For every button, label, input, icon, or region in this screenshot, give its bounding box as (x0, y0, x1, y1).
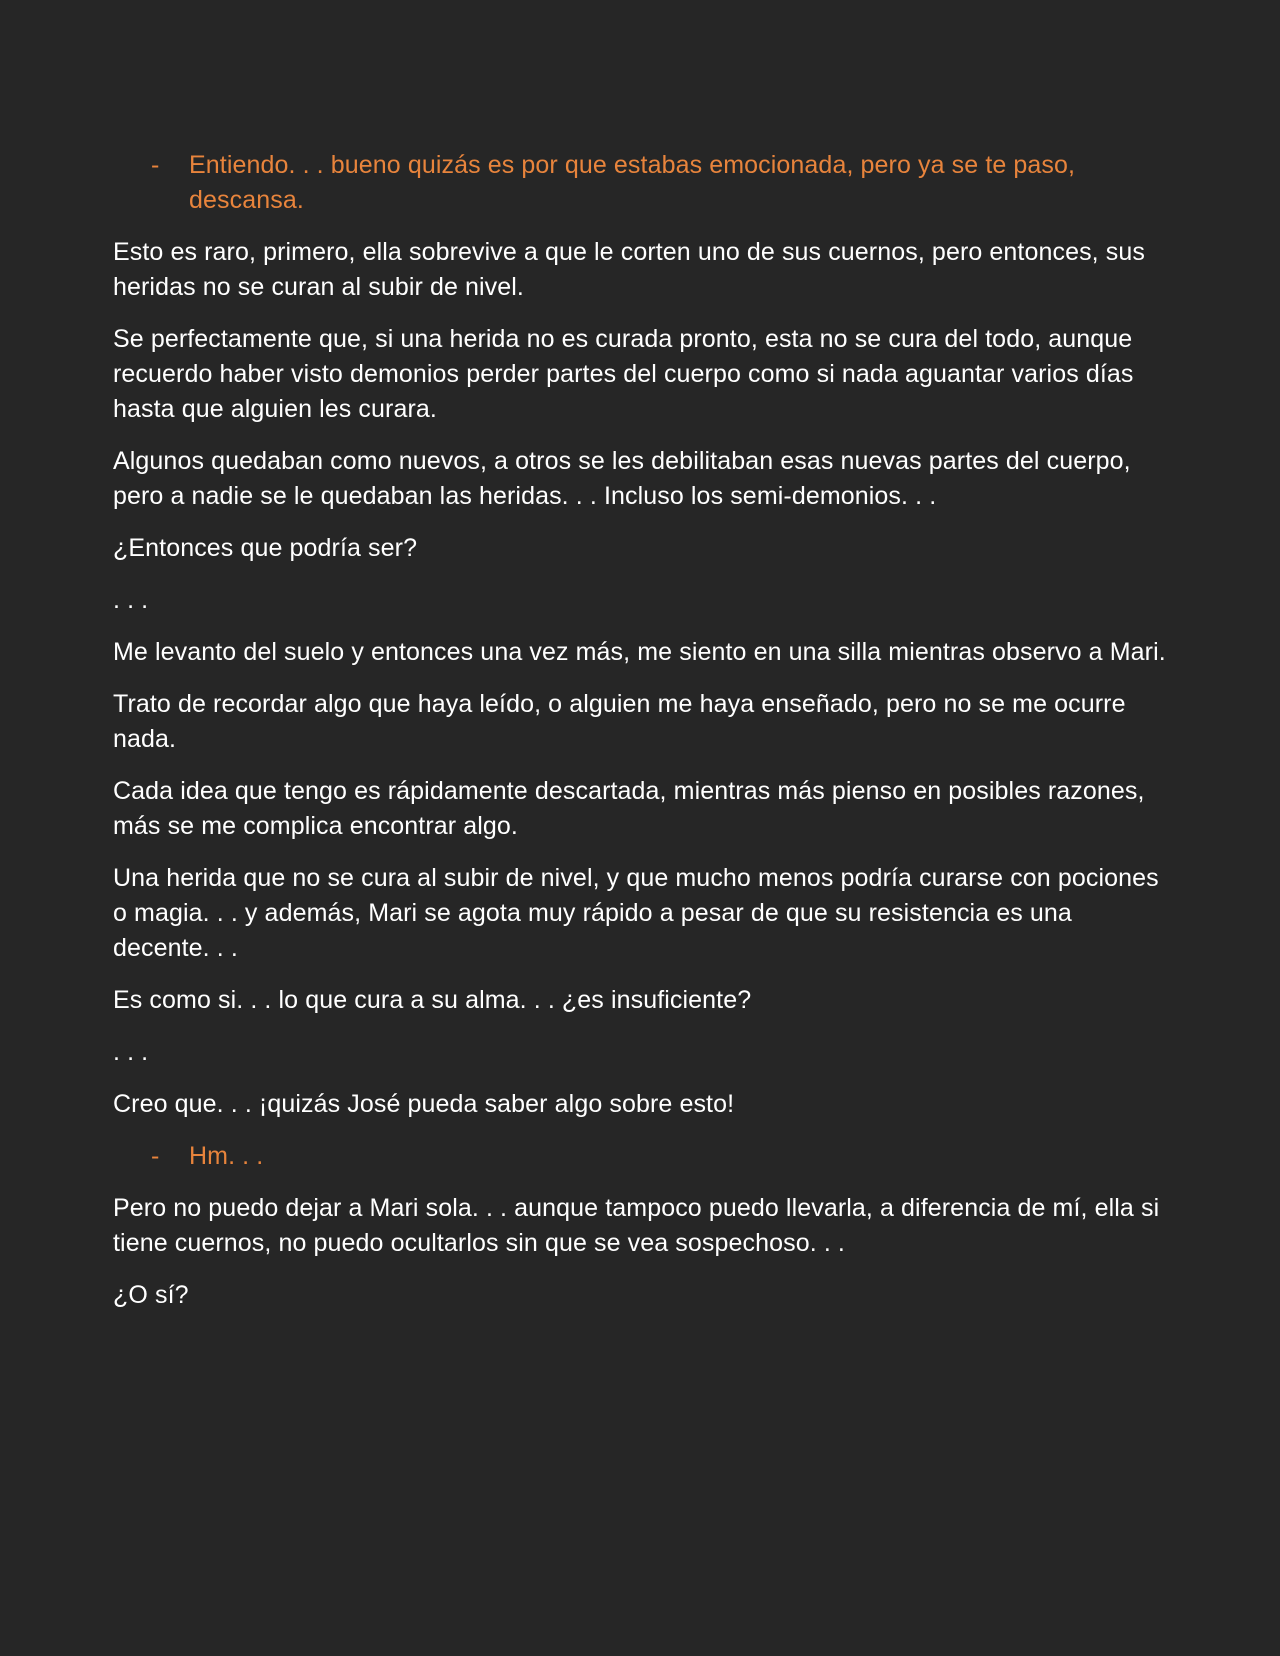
narration-paragraph: Algunos quedaban como nuevos, a otros se les debilitaban esas nuevas partes del cuerpo, pero a nadie se le quedaban las heridas. . . Incluso los semi-demonios. . . (113, 447, 1131, 510)
narration-paragraph: Trato de recordar algo que haya leído, o alguien me haya enseñado, pero no se me ocurre nada. (113, 690, 1126, 753)
narration-paragraph: Una herida que no se cura al subir de nivel, y que mucho menos podría curarse con pociones o magia. . . y además, Mari se agota muy rápido a pesar de que su resistencia es una decente. . . (113, 864, 1159, 962)
dialogue-text: Entiendo. . . bueno quizás es por que estabas emocionada, pero ya se te paso, descansa. (189, 151, 1076, 214)
dialogue-text: Hm. . . (189, 1142, 264, 1170)
narration-paragraph: Creo que. . . ¡quizás José pueda saber algo sobre esto! (113, 1090, 735, 1118)
narration-paragraph: Esto es raro, primero, ella sobrevive a que le corten uno de sus cuernos, pero entonces, sus heridas no se curan al subir de nivel. (113, 238, 1145, 301)
narration-paragraph: ¿O sí? (113, 1281, 189, 1309)
narration-paragraph: ¿Entonces que podría ser? (113, 534, 418, 562)
ellipsis-break: . . . (113, 1038, 149, 1066)
narration-paragraph: Cada idea que tengo es rápidamente descartada, mientras más pienso en posibles razones, más se me complica encontrar algo. (113, 777, 1145, 840)
ellipsis-break: . . . (113, 586, 149, 614)
dialogue-line (113, 1139, 1173, 1174)
narration-paragraph: Se perfectamente que, si una herida no es curada pronto, esta no se cura del todo, aunque recuerdo haber visto demonios perder partes del cuerpo como si nada aguantar varios días hasta que alguien les curara. (113, 325, 1134, 423)
document-page (113, 148, 1173, 1330)
dialogue-line (113, 148, 1173, 218)
narration-paragraph: Me levanto del suelo y entonces una vez más, me siento en una silla mientras observo a Mari. (113, 638, 1166, 666)
dialogue-dash: - (151, 1142, 160, 1170)
narration-paragraph: Pero no puedo dejar a Mari sola. . . aunque tampoco puedo llevarla, a diferencia de mí, ella si tiene cuernos, no puedo ocultarlos sin que se vea sospechoso. . . (113, 1194, 1160, 1257)
narration-paragraph: Es como si. . . lo que cura a su alma. . . ¿es insuficiente? (113, 986, 752, 1014)
dialogue-dash: - (151, 151, 160, 179)
